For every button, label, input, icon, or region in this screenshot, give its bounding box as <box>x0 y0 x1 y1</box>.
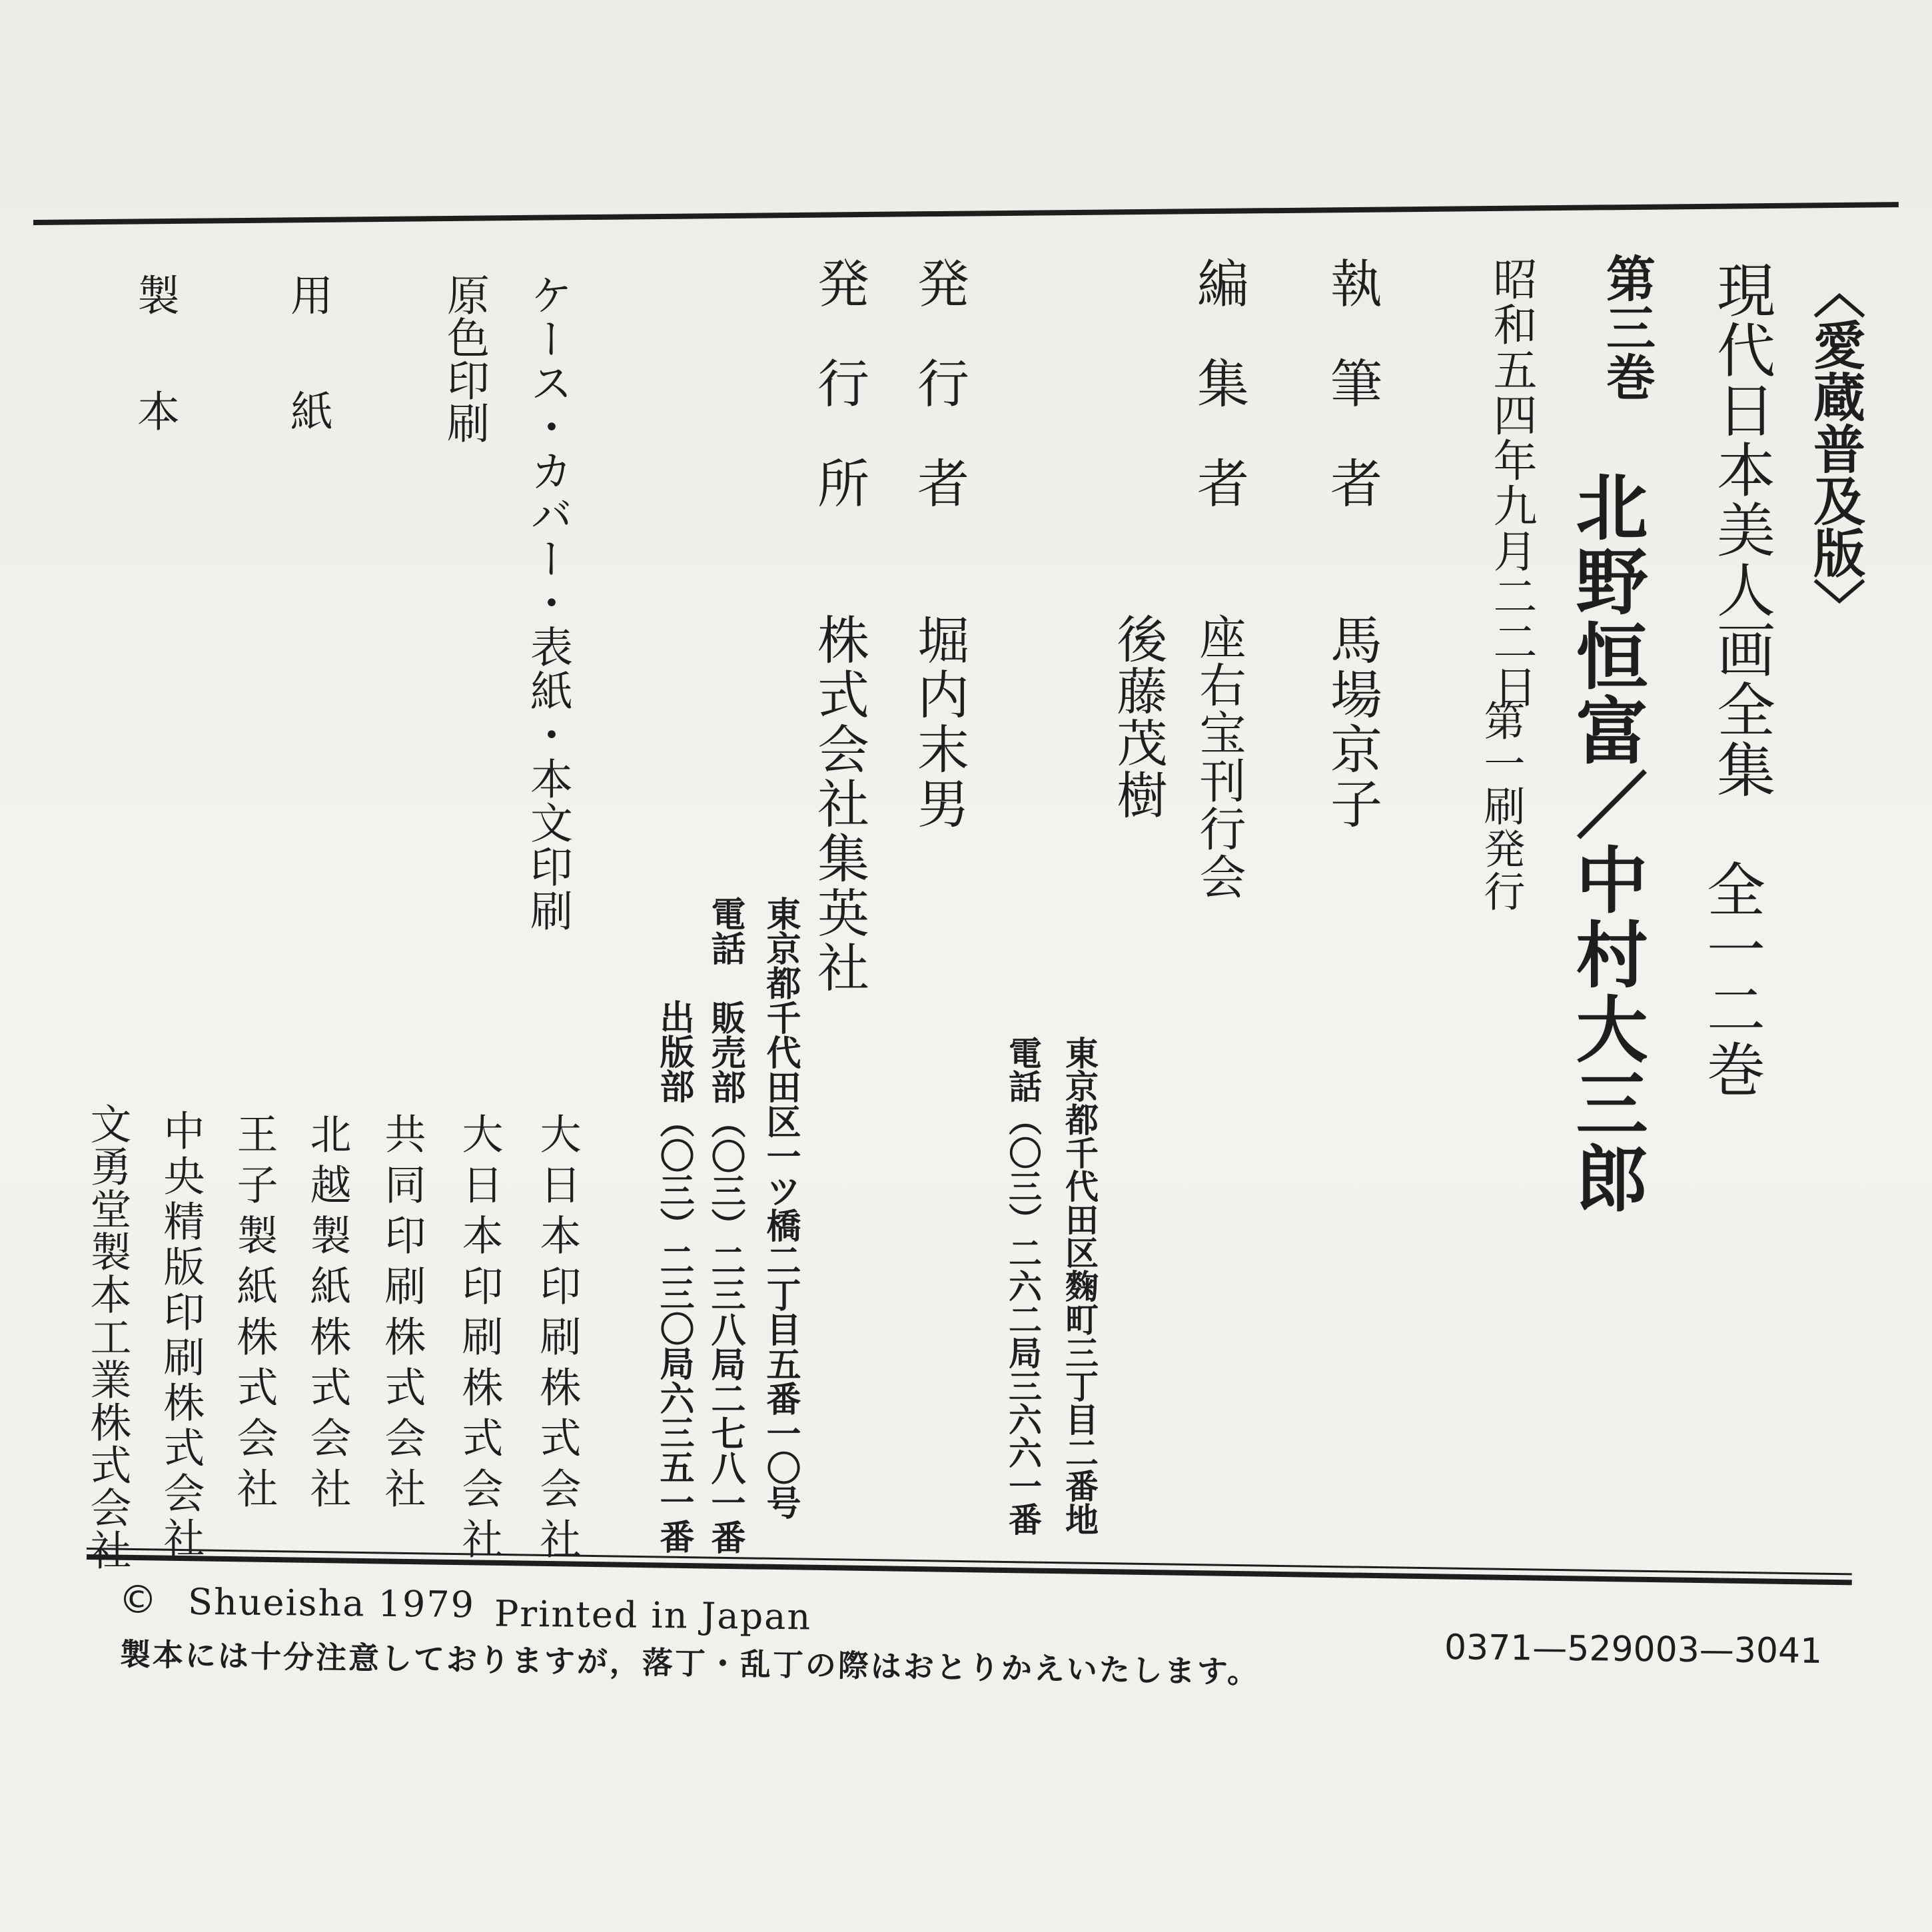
printing-label: ケース・カバー・表紙・本文印刷 <box>523 273 572 933</box>
notice-text: 製本には十分注意しておりますが，落丁・乱丁の際はおとりかえいたします。 <box>119 1636 1260 1690</box>
binding-company-1: 中央精版印刷株式会社 <box>157 1109 205 1562</box>
series-title: 現代日本美人画全集 <box>1707 260 1776 799</box>
editor-name-2: 後藤茂樹 <box>1109 613 1168 821</box>
author-label: 執筆者 <box>1322 256 1382 556</box>
edition-label: 〈愛蔵普及版〉 <box>1805 266 1865 630</box>
editor-name-1: 座右宝刊行会 <box>1192 613 1246 901</box>
color-printing-company-1: 大日本印刷株式会社 <box>455 1113 504 1568</box>
color-printing-company-2: 共同印刷株式会社 <box>378 1113 426 1518</box>
publisher-label: 発行者 <box>909 256 969 556</box>
printed-in-japan: Printed in Japan <box>494 1592 812 1638</box>
publishing-house-phone-sales: 電話 販売部（〇三）二三八局二七八一番 <box>705 896 745 1554</box>
paper-company-1: 北越製紙株式会社 <box>303 1113 352 1518</box>
volume-title: 北野恒富／中村大三郎 <box>1564 470 1647 1216</box>
editor-address: 東京都千代田区麴町三丁目二番地 <box>1060 1036 1099 1536</box>
book-code: 0371—529003—3041 <box>1444 1628 1823 1672</box>
publishing-house-address: 東京都千代田区一ツ橋二丁目五番一〇号 <box>760 896 800 1520</box>
paper-company-2: 王子製紙株式会社 <box>230 1113 278 1518</box>
publishing-house-name: 株式会社集英社 <box>809 613 869 995</box>
author-name: 馬場京子 <box>1322 613 1382 831</box>
issue-date: 昭和五四年九月二二日 <box>1486 256 1537 710</box>
series-count: 全一二巻 <box>1697 859 1766 1099</box>
top-rule <box>33 202 1899 225</box>
paper-label: 用紙 <box>283 273 332 505</box>
printing-company: 大日本印刷株式会社 <box>533 1113 582 1568</box>
binding-company-2: 文勇堂製本工業株式会社 <box>83 1103 132 1572</box>
binding-label: 製本 <box>130 273 179 505</box>
copyright-text: Shueisha 1979 <box>187 1580 476 1626</box>
publisher-name: 堀内末男 <box>909 613 969 831</box>
editor-phone: 電話（〇三）二六二局三六六一番 <box>1003 1036 1042 1536</box>
publishing-house-label: 発行所 <box>809 256 869 556</box>
editor-label: 編集者 <box>1189 256 1248 556</box>
volume-number: 第三巻 <box>1598 253 1656 401</box>
color-printing-label: 原色印刷 <box>440 273 489 444</box>
publishing-house-phone-edit: 出版部（〇三）二三〇局六三五一番 <box>654 999 694 1554</box>
print-edition: 第一刷発行 <box>1477 700 1526 913</box>
copyright-symbol: © <box>119 1577 157 1622</box>
